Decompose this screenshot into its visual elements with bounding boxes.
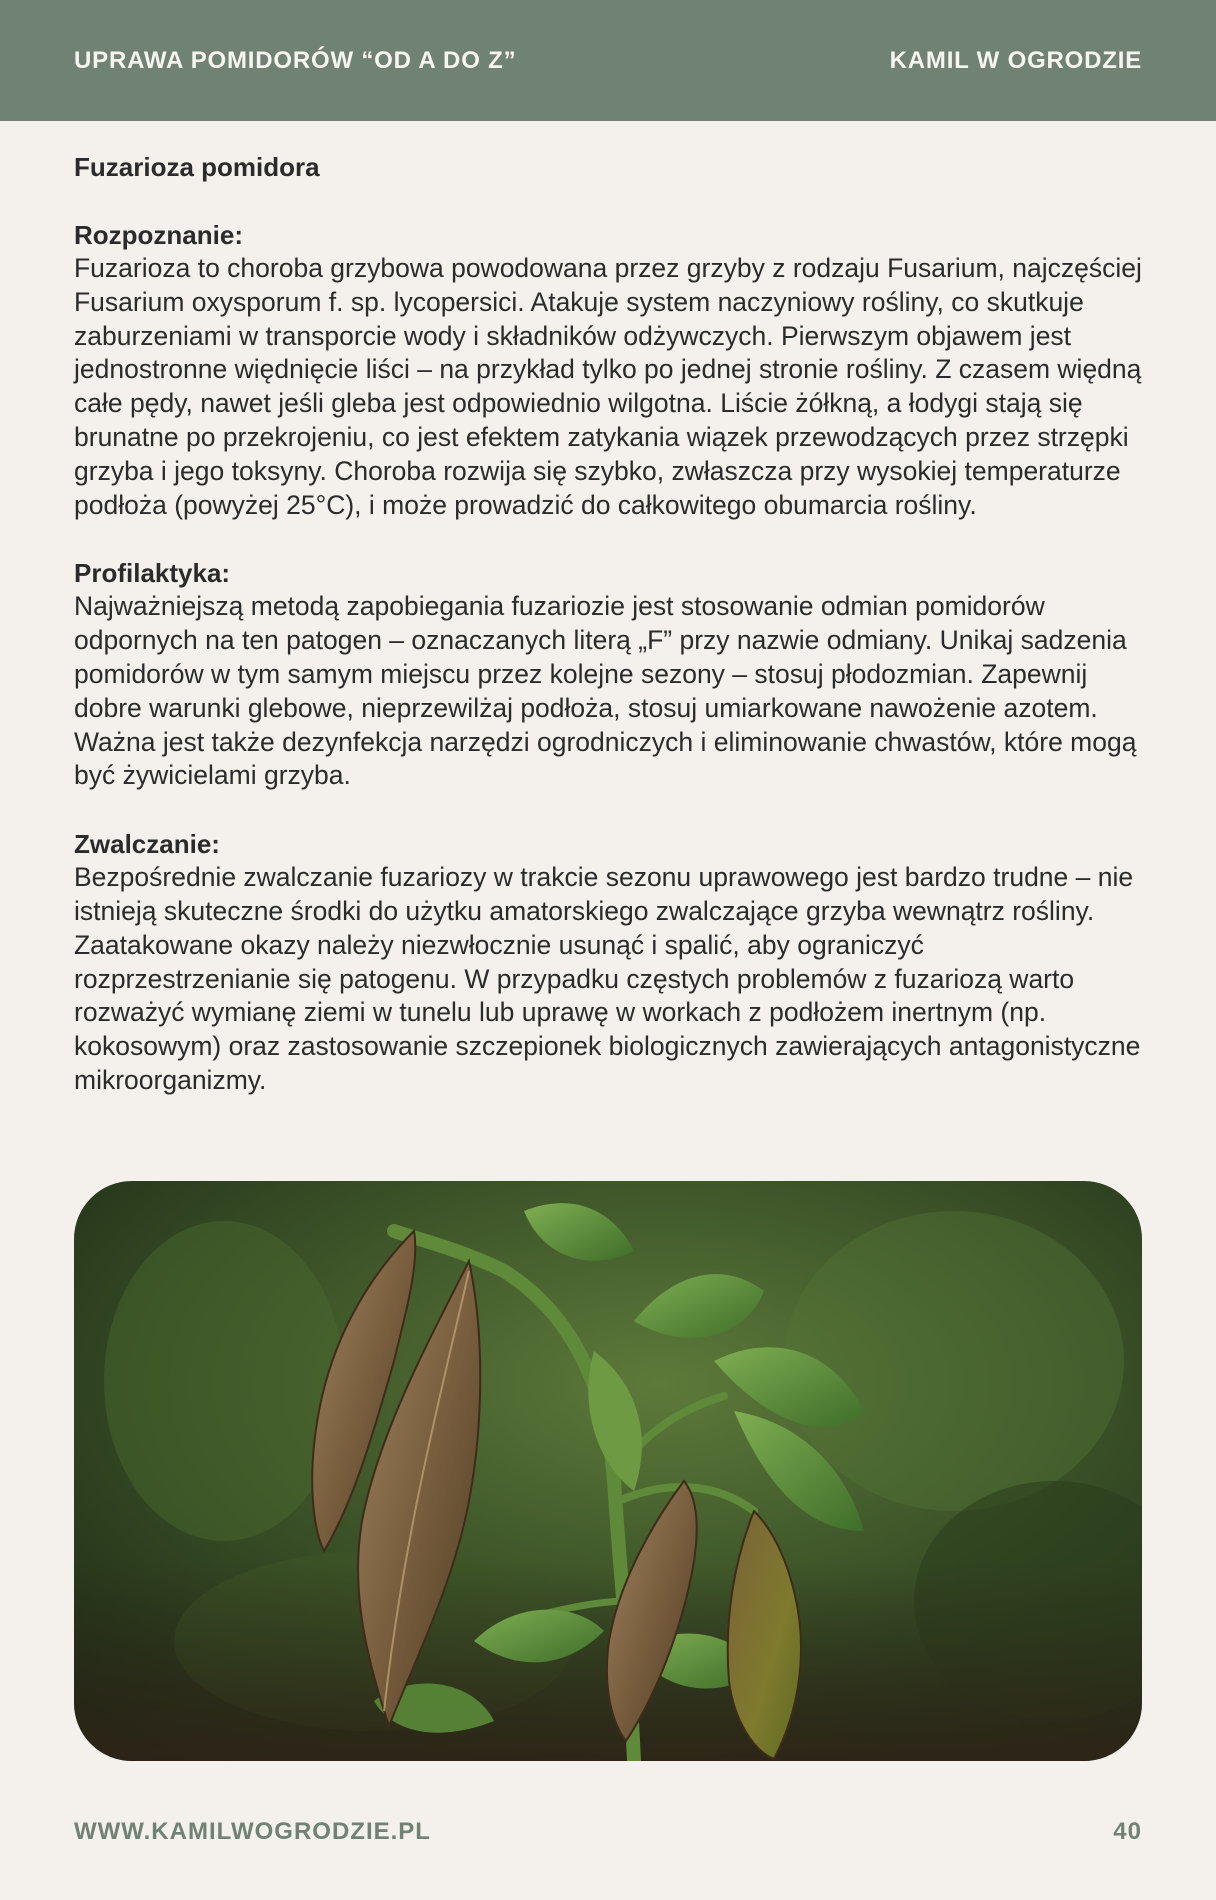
section-heading-rozpoznanie: Rozpoznanie:: [74, 220, 243, 250]
section-body-profilaktyka: Najważniejszą metodą zapobiegania fuzariozie jest stosowanie odmian pomidorów odpornych na ten patogen – oznaczanych literą „F” przy nazwie odmiany. Unikaj sadzenia pomidorów w tym samym miejscu przez kolejne sezony – stosuj płodozmian. Zapewnij dobre warunki glebowe, nieprzewilżaj podłoża, stosuj umiarkowane nawożenie azotem. Ważna jest także dezynfekcja narzędzi ogrodniczych i eliminowanie chwastów, które mogą być żywicielami grzyba.: [74, 591, 1137, 791]
book-title: UPRAWA POMIDORÓW “OD A DO Z”: [74, 46, 517, 74]
website-link[interactable]: WWW.KAMILWOGRODZIE.PL: [74, 1818, 431, 1845]
article: [74, 150, 1144, 1132]
page-footer: [74, 1818, 1142, 1846]
article-title: Fuzarioza pomidora: [74, 152, 320, 182]
page-header: [0, 0, 1216, 121]
section-body-zwalczanie: Bezpośrednie zwalczanie fuzariozy w trakcie sezonu uprawowego jest bardzo trudne – nie istnieją skuteczne środki do użytku amatorskiego zwalczające grzyba wewnątrz rośliny. Zaatakowane okazy należy niezwłocznie usunąć i spalić, aby ograniczyć rozprzestrzenianie się patogenu. W przypadku częstych problemów z fuzariozą warto rozważyć wymianę ziemi w tunelu lub uprawę w workach z podłożem inertnym (np. kokosowym) oraz zastosowanie szczepionek biologicznych zawierających antagonistyczne mikroorganizmy.: [74, 862, 1141, 1095]
tomato-plant-photo: [74, 1181, 1142, 1761]
author-brand: KAMIL W OGRODZIE: [889, 46, 1142, 74]
section-heading-profilaktyka: Profilaktyka:: [74, 558, 231, 589]
page-number: 40: [1113, 1818, 1142, 1845]
section-heading-zwalczanie: Zwalczanie:: [74, 829, 220, 860]
wilted-tomato-illustration: [74, 1181, 1142, 1761]
section-body-rozpoznanie: Fuzarioza to choroba grzybowa powodowana przez grzyby z rodzaju Fusarium, najczęściej Fusarium oxysporum f. sp. lycopersici. Atakuje system naczyniowy rośliny, co skutkuje zaburzeniami w transporcie wody i składników odżywczych. Pierwszym objawem jest jednostronne więdnięcie liści – na przykład tylko po jednej stronie rośliny. Z czasem więdną całe pędy, nawet jeśli gleba jest odpowiednio wilgotna. Liście żółkną, a łodygi stają się brunatne po przekrojeniu, co jest efektem zatykania wiązek przewodzących przez strzępki grzyba i jego toksyny. Choroba rozwija się szybko, zwłaszcza przy wysokiej temperaturze podłoża (powyżej 25°C), i może prowadzić do całkowitego obumarcia rośliny.: [74, 253, 1142, 520]
